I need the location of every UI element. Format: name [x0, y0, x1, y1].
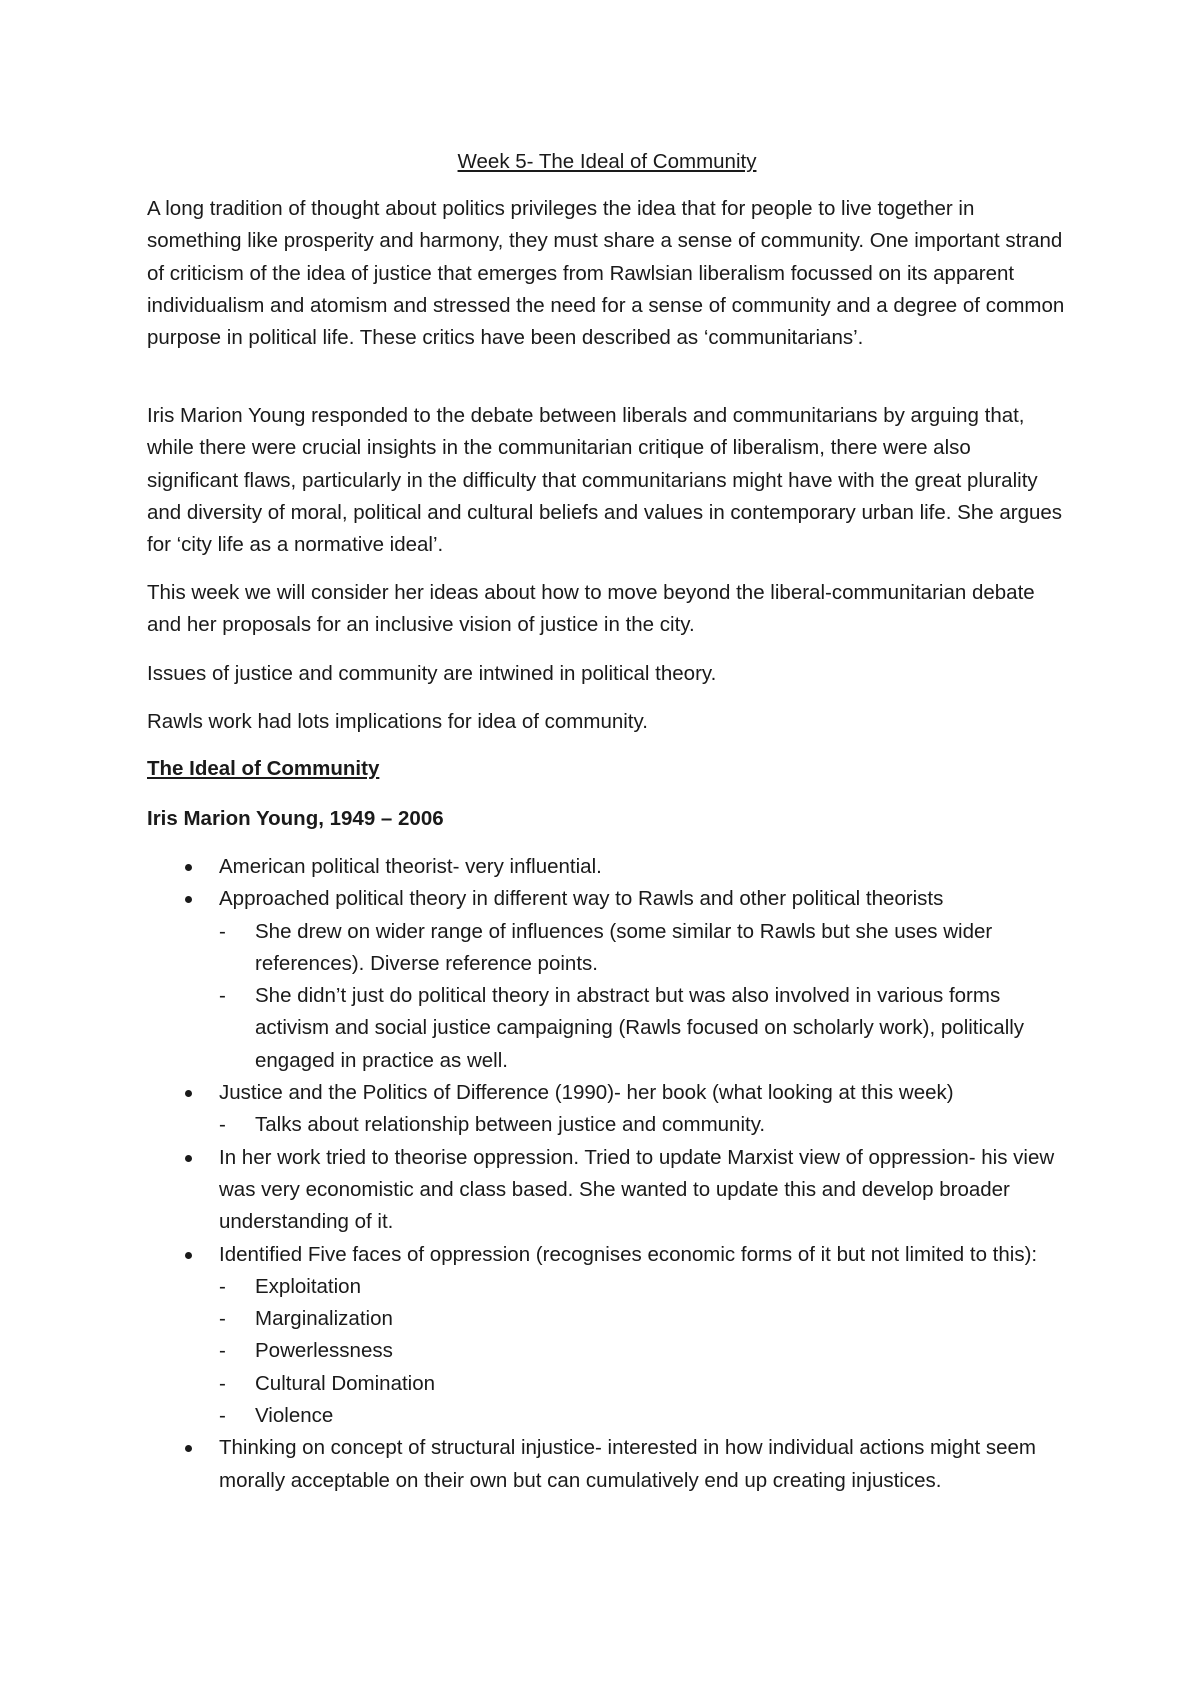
- dash-icon: -: [219, 1307, 226, 1331]
- note-paragraph-2: Rawls work had lots implications for idea of community.: [147, 710, 648, 733]
- intro-paragraph-2: Iris Marion Young responded to the debate between liberals and communitarians by arguing that, while there were crucial insights in the communitarian critique of liberalism, there were also significant flaws, particularly in the difficulty that communitarians might have with the great plurality and diversity of moral, political and cultural beliefs and values in contemporary urban life. She argues for ‘city life as a normative ideal’.: [147, 404, 1063, 557]
- sub-list-item-text: Violence: [255, 1404, 334, 1428]
- list-item: [147, 1077, 1067, 1109]
- list-item-text: Approached political theory in different way to Rawls and other political theorists: [219, 887, 944, 911]
- sub-list-item-text: Powerlessness: [255, 1339, 393, 1363]
- bullet-icon: [185, 1445, 192, 1452]
- dash-icon: -: [219, 1274, 226, 1298]
- bullet-icon: [185, 896, 192, 903]
- sub-list-item: [147, 1368, 1067, 1400]
- list-item-text: Thinking on concept of structural injustice- interested in how individual actions might seem morally acceptable on their own but can cumulatively end up creating injustices.: [219, 1436, 1036, 1492]
- sub-list-item: [147, 1109, 1067, 1141]
- sub-list-item: [147, 1335, 1067, 1367]
- bullet-icon: [185, 1155, 192, 1162]
- dash-icon: -: [219, 1339, 226, 1363]
- list-item: [147, 851, 1067, 883]
- list-item-text: In her work tried to theorise oppression. Tried to update Marxist view of oppression- his view was very economistic and class based. She wanted to update this and develop broader understanding of it.: [219, 1145, 1055, 1234]
- dash-icon: -: [219, 984, 226, 1008]
- section-heading: The Ideal of Community: [147, 757, 380, 780]
- dash-icon: -: [219, 919, 226, 943]
- bullet-icon: [185, 864, 192, 871]
- sub-list-item-text: Cultural Domination: [255, 1371, 436, 1395]
- sub-list-item-text: Talks about relationship between justice and community.: [255, 1113, 766, 1137]
- note-paragraph-1: Issues of justice and community are intwined in political theory.: [147, 662, 717, 685]
- sub-list-item-text: Exploitation: [255, 1274, 361, 1298]
- sub-list-item: [147, 1303, 1067, 1335]
- sub-list-item: [147, 980, 1067, 1077]
- intro-paragraph-3: This week we will consider her ideas about how to move beyond the liberal-communitarian debate and her proposals for an inclusive vision of justice in the city.: [147, 581, 1035, 637]
- page-title: Week 5- The Ideal of Community: [457, 150, 757, 173]
- bullet-icon: [185, 1090, 192, 1097]
- list-item: [147, 1432, 1067, 1497]
- list-item: [147, 1239, 1067, 1271]
- list-item-text: American political theorist- very influential.: [219, 855, 602, 878]
- sub-list-item-text: She didn’t just do political theory in abstract but was also involved in various forms activism and social justice campaigning (Rawls focused on scholarly work), politically engaged in practice as well.: [255, 984, 1025, 1072]
- list-item: [147, 883, 1067, 915]
- dash-icon: -: [219, 1404, 226, 1428]
- list-item: [147, 1142, 1067, 1239]
- person-heading: Iris Marion Young, 1949 – 2006: [147, 807, 444, 830]
- sub-list-item: [147, 916, 1067, 981]
- intro-paragraph-1: A long tradition of thought about politics privileges the idea that for people to live together in something like prosperity and harmony, they must share a sense of community. One important strand of criticism of the idea of justice that emerges from Rawlsian liberalism focussed on its apparent individualism and atomism and stressed the need for a sense of community and a degree of common purpose in political life. These critics have been described as ‘communitarians’.: [147, 197, 1065, 350]
- list-item-text: Justice and the Politics of Difference (1990)- her book (what looking at this week): [219, 1081, 954, 1105]
- sub-list-item-text: She drew on wider range of influences (some similar to Rawls but she uses wider references). Diverse reference points.: [255, 919, 993, 975]
- dash-icon: -: [219, 1113, 226, 1137]
- bullet-list: [147, 851, 1067, 1497]
- bullet-icon: [185, 1252, 192, 1259]
- dash-icon: -: [219, 1371, 226, 1395]
- sub-list-item-text: Marginalization: [255, 1307, 393, 1331]
- list-item-text: Identified Five faces of oppression (recognises economic forms of it but not limited to this):: [219, 1242, 1038, 1266]
- sub-list-item: [147, 1271, 1067, 1303]
- sub-list-item: [147, 1400, 1067, 1432]
